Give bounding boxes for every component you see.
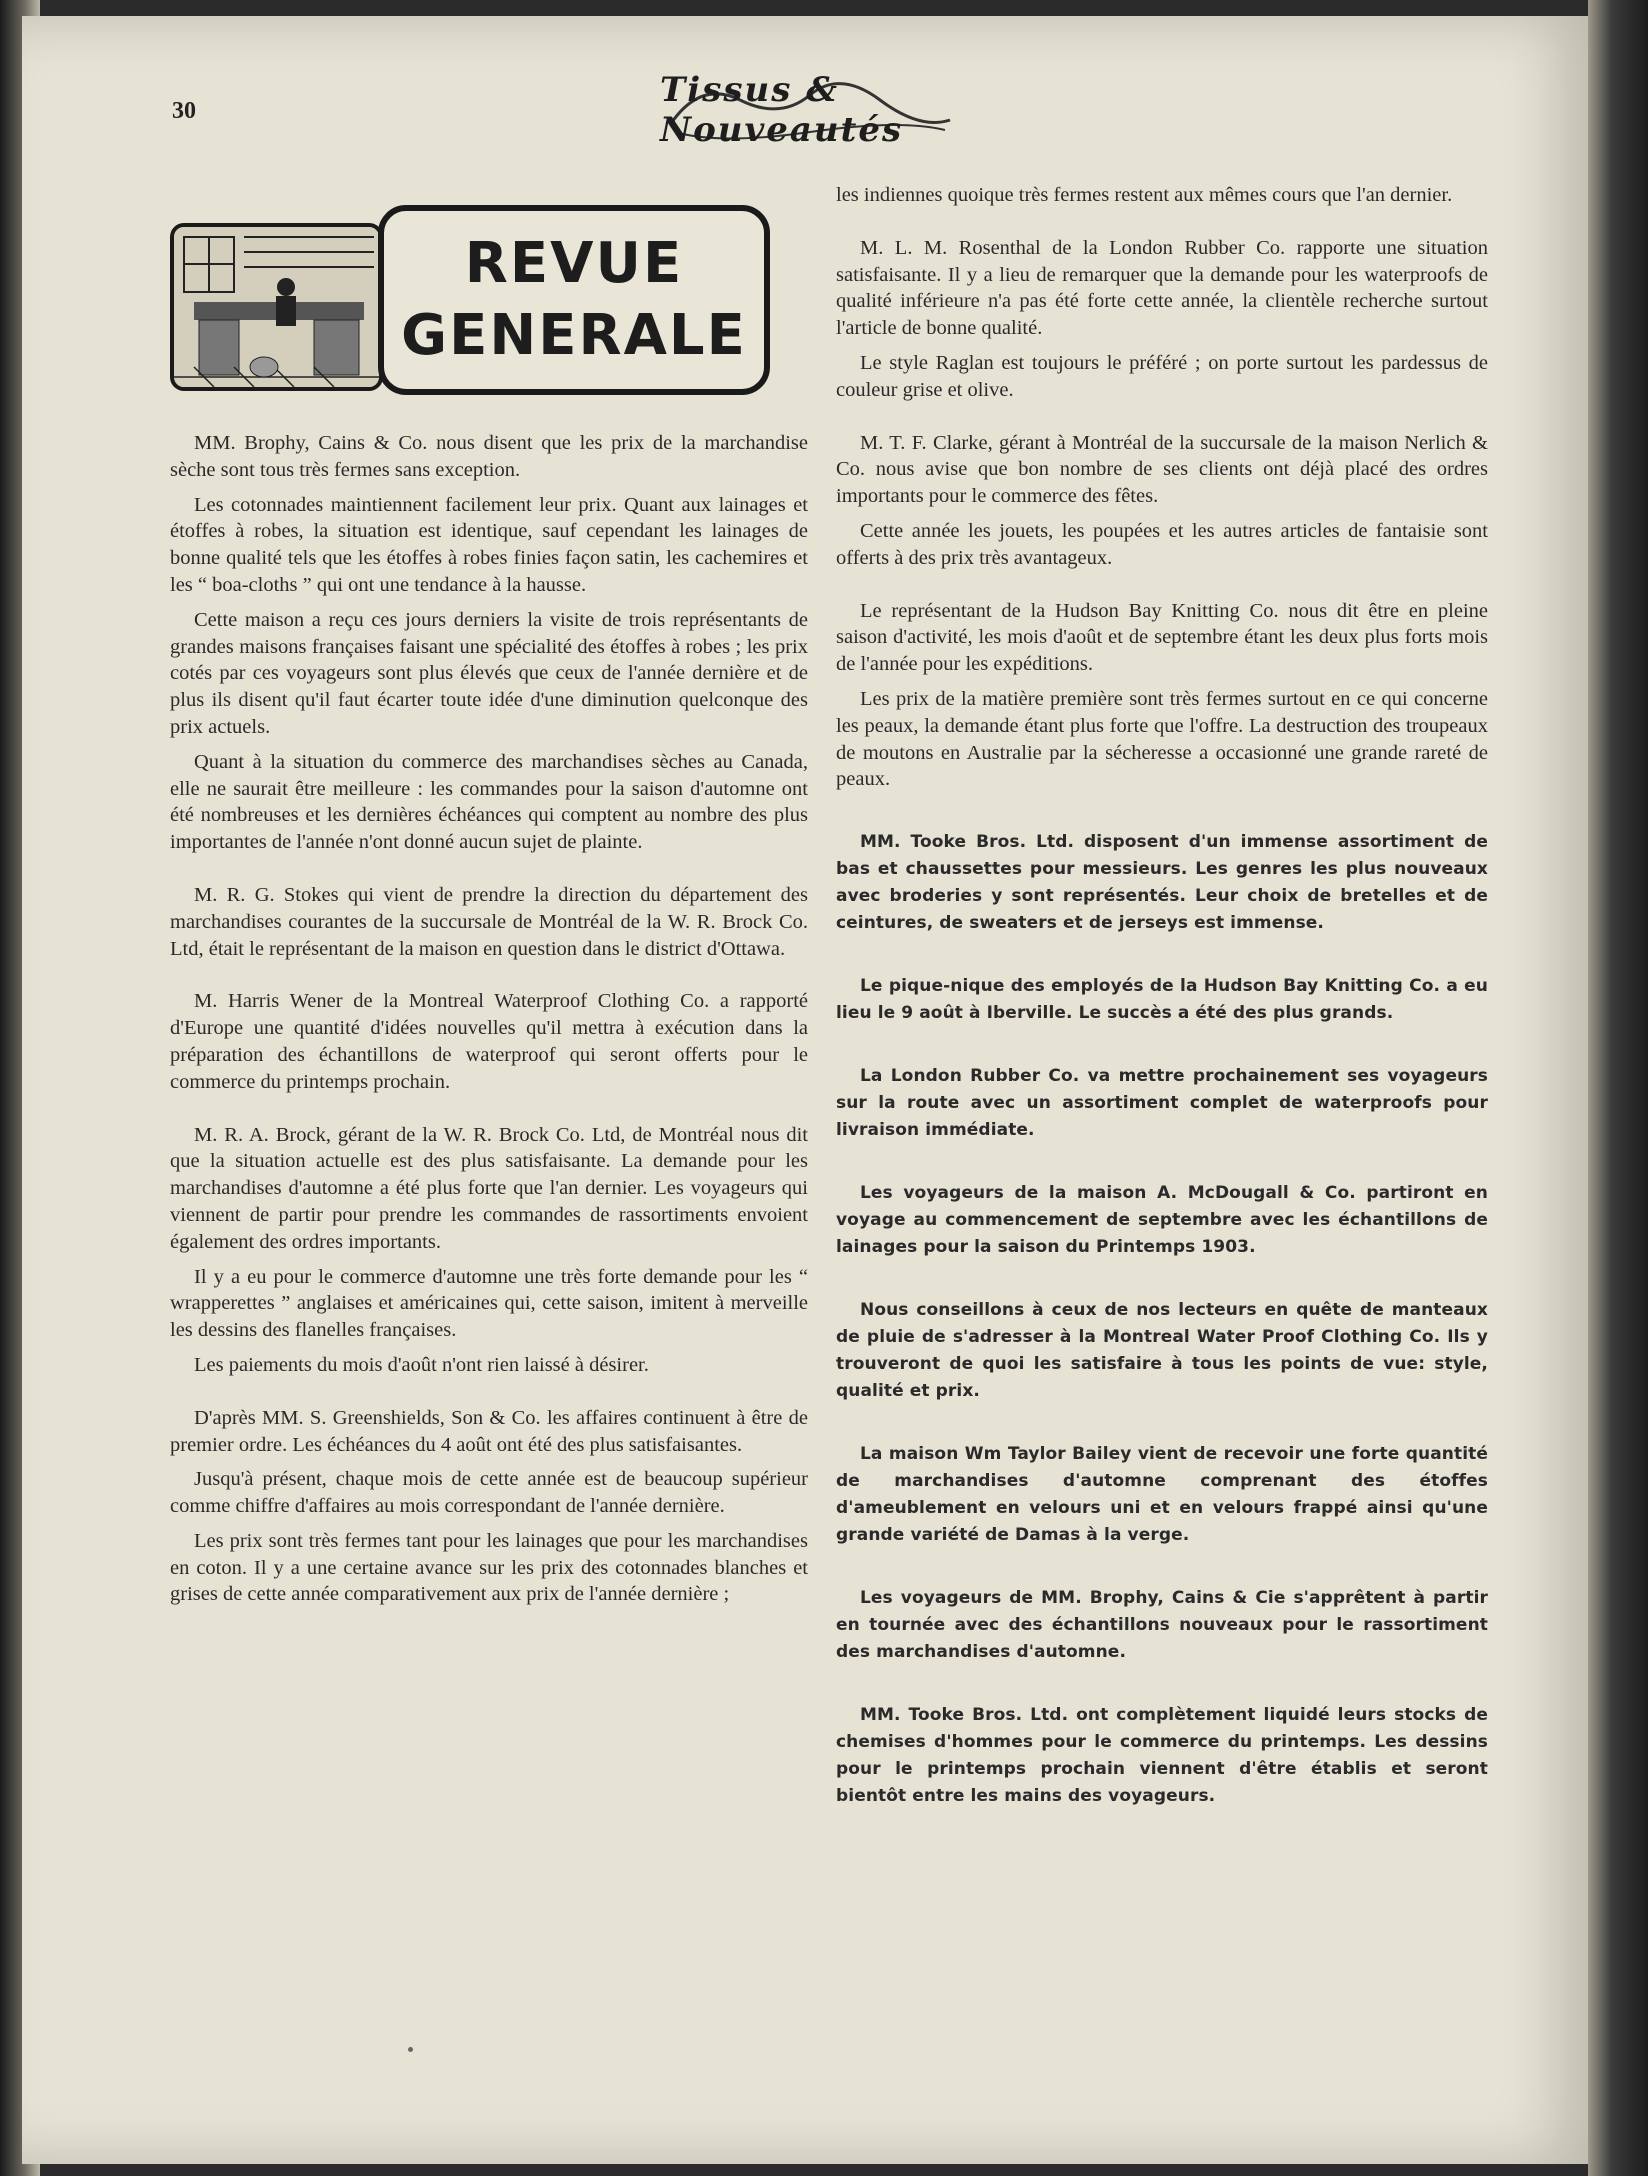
title-frame <box>378 205 770 395</box>
paragraph: Les paiements du mois d'août n'ont rien laissé à désirer. <box>194 1353 649 1376</box>
paragraph: Les cotonnades maintiennent facilement leur prix. Quant aux lainages et étoffes à robes, la situation est identique, sauf cependant les lainages de bonne qualité tels que les étoffes à robes finies façon satin, les cachemires et les “ boa-cloths ” qui ont une tendance à la hausse. <box>170 493 808 596</box>
print-speck <box>408 2047 413 2052</box>
masthead-title: Tissus & Nouveautés <box>660 70 904 150</box>
paragraph: Il y a eu pour le commerce d'automne une très forte demande pour les “ wrapperettes ” anglaises et américaines qui, cette saison, imitent à merveille les dessins des flanelles françaises. <box>170 1265 808 1342</box>
paragraph: M. R. G. Stokes qui vient de prendre la direction du département des marchandises courantes de la succursale de Montréal de la W. R. Brock Co. Ltd, était le représentant de la maison en question dans le district d'Ottawa. <box>170 883 808 960</box>
news-note: MM. Tooke Bros. Ltd. ont complètement liquidé leurs stocks de chemises d'hommes pour le commerce du printemps. Les dessins pour le printemps prochain viennent d'être établis et seront bientôt entre les mains des voyageurs. <box>836 1705 1488 1807</box>
paragraph: les indiennes quoique très fermes restent aux mêmes cours que l'an dernier. <box>836 184 1453 206</box>
news-note: La London Rubber Co. va mettre prochainement ses voyageurs sur la route avec un assortiment complet de waterproofs pour livraison immédiate. <box>836 1066 1488 1141</box>
shop-illustration <box>170 223 383 391</box>
paragraph: Les prix de la matière première sont très fermes surtout en ce qui concerne les peaux, la demande étant plus forte que l'offre. La destruction des troupeaux de moutons en Australie par la sécheresse a occasionné une grande rareté de peaux. <box>836 687 1488 791</box>
news-note: Les voyageurs de la maison A. McDougall & Co. partiront en voyage au commencement de septembre avec les échantillons de lainages pour la saison du Printemps 1903. <box>836 1183 1488 1258</box>
paragraph: M. L. M. Rosenthal de la London Rubber Co. rapporte une situation satisfaisante. Il y a lieu de remarquer que la demande pour les waterproofs de qualité inférieure n'a pas été forte cette année, la clientèle recherche surtout l'article de bonne qualité. <box>836 236 1488 340</box>
paragraph: Cette maison a reçu ces jours derniers la visite de trois représentants de grandes maisons françaises faisant une spécialité des étoffes à robes ; les prix cotés par ces voyageurs sont plus élevés que ceux de l'année dernière et de plus ils disent qu'il faut écarter toute idée d'une diminution quelconque des prix actuels. <box>170 608 808 738</box>
news-notes <box>836 829 1488 1810</box>
heading-line-1: REVUE <box>464 231 684 296</box>
masthead-logo <box>660 70 960 150</box>
paragraph: Le style Raglan est toujours le préféré ; on porte surtout les pardessus de couleur grise et olive. <box>836 351 1488 401</box>
paragraph: M. T. F. Clarke, gérant à Montréal de la succursale de la maison Nerlich & Co. nous avise que bon nombre de ses clients ont déjà placé des ordres importants pour le commerce des fêtes. <box>836 431 1488 508</box>
paragraph: Cette année les jouets, les poupées et les autres articles de fantaisie sont offerts à des prix très avantageux. <box>836 519 1488 569</box>
binding-edge-right <box>1588 0 1648 2176</box>
heading-line-2: GENERALE <box>401 303 747 368</box>
right-column <box>836 182 1488 1810</box>
section-heading <box>170 205 768 390</box>
paragraph: M. R. A. Brock, gérant de la W. R. Brock Co. Ltd, de Montréal nous dit que la situation actuelle est des plus satisfaisante. La demande pour les marchandises d'automne a été plus forte que l'an dernier. Les voyageurs qui viennent de partir pour prendre les commandes de rassortiments envoient également des ordres importants. <box>170 1123 808 1253</box>
paragraph: M. Harris Wener de la Montreal Waterproof Clothing Co. a rapporté d'Europe une quantité d'idées nouvelles qu'il mettra à exécution dans la préparation des échantillons de waterproof qui seront offerts pour le commerce du printemps prochain. <box>170 990 808 1093</box>
paragraph: Les prix sont très fermes tant pour les lainages que pour les marchandises en coton. Il y a une certaine avance sur les prix des cotonnades blanches et grises de cette année comparativement aux prix de l'année dernière ; <box>170 1529 808 1606</box>
news-note: Les voyageurs de MM. Brophy, Cains & Cie s'apprêtent à partir en tournée avec des échantillons nouveaux pour le rassortiment des marchandises d'automne. <box>836 1588 1488 1663</box>
paragraph: Jusqu'à présent, chaque mois de cette année est de beaucoup supérieur comme chiffre d'affaires au mois correspondant de l'année dernière. <box>170 1468 808 1518</box>
paragraph: D'après MM. S. Greenshields, Son & Co. les affaires continuent à être de premier ordre. Les échéances du 4 août ont été des plus satisfaisantes. <box>170 1406 808 1456</box>
news-note: Le pique-nique des employés de la Hudson Bay Knitting Co. a eu lieu le 9 août à Iberville. Le succès a été des plus grands. <box>836 976 1488 1024</box>
paragraph: MM. Brophy, Cains & Co. nous disent que les prix de la marchandise sèche sont tous très fermes sans exception. <box>170 432 808 481</box>
news-note: MM. Tooke Bros. Ltd. disposent d'un immense assortiment de bas et chaussettes pour messieurs. Les genres les plus nouveaux avec broderies y sont représentés. Leur choix de bretelles et de ceintures, de sweaters et de jerseys est immense. <box>836 832 1488 934</box>
paragraph: Le représentant de la Hudson Bay Knitting Co. nous dit être en pleine saison d'activité, les mois d'août et de septembre étant les deux plus forts mois de l'année pour les expéditions. <box>836 599 1488 676</box>
page-number: 30 <box>172 98 196 124</box>
news-note: La maison Wm Taylor Bailey vient de recevoir une forte quantité de marchandises d'automne comprenant des étoffes d'ameublement en velours uni et en velours frappé ainsi qu'une grande variété de Damas à la verge. <box>836 1444 1488 1546</box>
news-note: Nous conseillons à ceux de nos lecteurs en quête de manteaux de pluie de s'adresser à la Montreal Water Proof Clothing Co. Ils y trouveront de quoi les satisfaire à tous les points de vue: style, qualité et prix. <box>836 1300 1488 1402</box>
paragraph: Quant à la situation du commerce des marchandises sèches au Canada, elle ne saurait être meilleure : les commandes pour la saison d'automne ont été nombreuses et les dernières échéances qui comptent au nombre des plus importantes de l'année n'ont donné aucun sujet de plainte. <box>170 750 808 854</box>
left-column <box>170 430 808 1608</box>
